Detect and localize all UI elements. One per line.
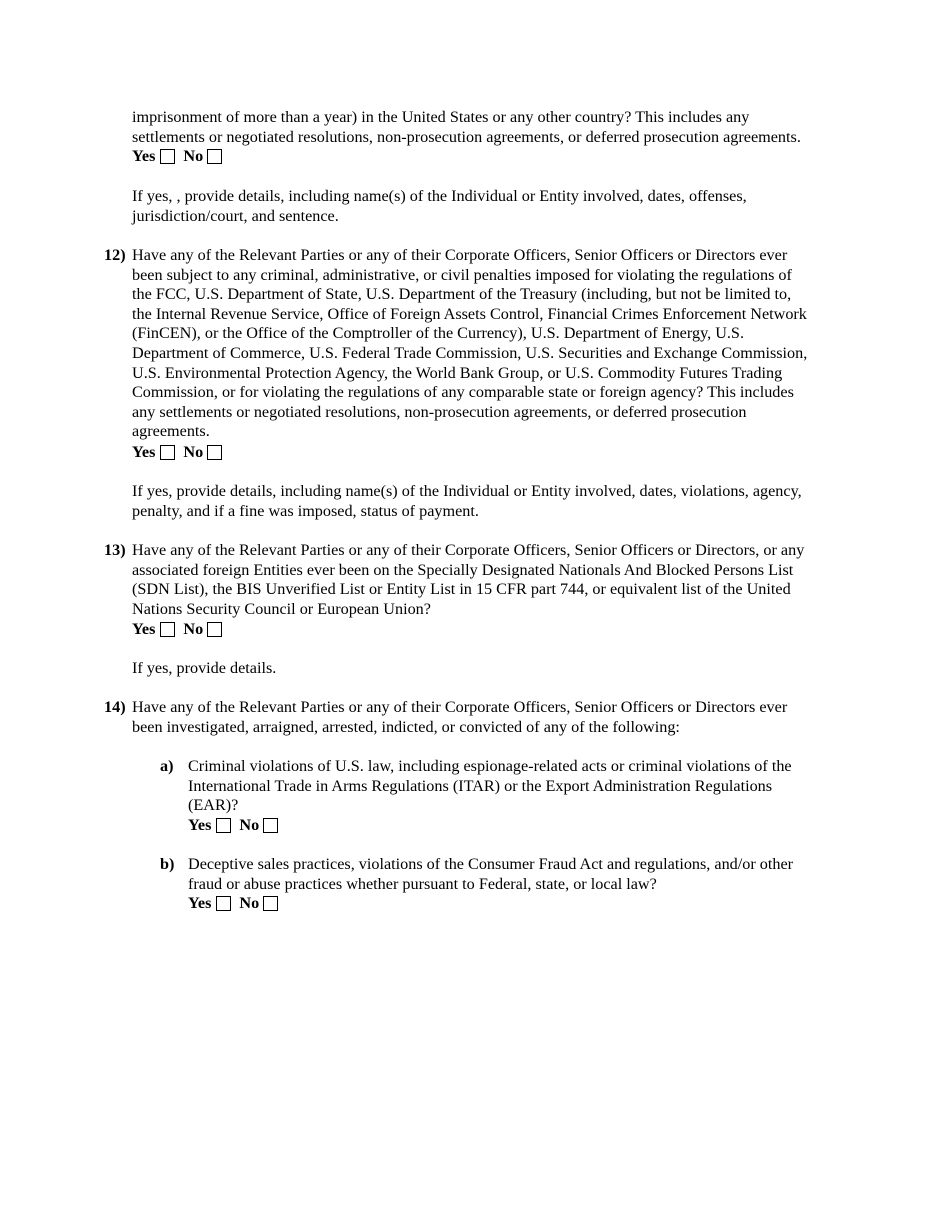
text-line: U.S. Environmental Protection Agency, the World Bank Group, or U.S. Commodity Futures Trading	[132, 363, 783, 382]
text-line: settlements or negotiated resolutions, non-prosecution agreements, or deferred prosecution agreements.	[132, 127, 801, 146]
text-line: Have any of the Relevant Parties or any of their Corporate Officers, Senior Officers or Directors ever	[132, 698, 788, 716]
intro-followup-text	[132, 187, 747, 226]
q12-no-checkbox[interactable]	[207, 445, 222, 460]
no-label: No	[239, 816, 260, 834]
question-12-text	[132, 246, 807, 442]
text-line: fraud or abuse practices whether pursuant to Federal, state, or local law?	[188, 874, 657, 893]
text-line: Deceptive sales practices, violations of the Consumer Fraud Act and regulations, and/or other	[188, 855, 794, 873]
yes-label: Yes	[132, 147, 156, 165]
intro-question-text	[132, 108, 801, 147]
q14a-no-checkbox[interactable]	[263, 818, 278, 833]
text-line: (SDN List), the BIS Unverified List or Entity List in 15 CFR part 744, or equivalent list of the United	[132, 580, 791, 599]
text-line: any settlements or negotiated resolutions, non-prosecution agreements, or deferred prosecution	[132, 402, 747, 421]
yes-label: Yes	[132, 620, 156, 638]
subquestion-b-yes-no	[188, 894, 278, 914]
question-14-text	[132, 698, 787, 737]
text-line: Department of Commerce, U.S. Federal Trade Commission, U.S. Securities and Exchange Commission,	[132, 343, 808, 362]
question-number-12: 12)	[104, 246, 126, 264]
text-line: associated foreign Entities ever been on the Specially Designated Nationals And Blocked Persons List	[132, 560, 794, 579]
q14b-no-checkbox[interactable]	[263, 896, 278, 911]
text-line: Have any of the Relevant Parties or any of their Corporate Officers, Senior Officers or Directors, or any	[132, 541, 805, 559]
text-line: imprisonment of more than a year) in the United States or any other country? This includes any	[132, 108, 750, 126]
question-13-followup	[132, 659, 276, 679]
subquestion-letter-b: b)	[160, 855, 175, 873]
text-line: Have any of the Relevant Parties or any of their Corporate Officers, Senior Officers or Directors ever	[132, 246, 788, 264]
question-12-yes-no	[132, 443, 222, 463]
subquestion-a-text	[188, 757, 792, 816]
no-label: No	[183, 147, 204, 165]
q13-no-checkbox[interactable]	[207, 622, 222, 637]
text-line: (FinCEN), or the Office of the Comptroller of the Currency), U.S. Department of Energy, U.S.	[132, 324, 744, 343]
no-label: No	[183, 443, 204, 461]
text-line: If yes, , provide details, including name(s) of the Individual or Entity involved, dates, offenses,	[132, 187, 747, 205]
text-line: been investigated, arraigned, arrested, indicted, or convicted of any of the following:	[132, 717, 680, 736]
question-13-text	[132, 541, 804, 619]
text-line: (EAR)?	[188, 796, 239, 815]
text-line: If yes, provide details.	[132, 659, 277, 677]
no-label: No	[183, 620, 204, 638]
text-line: Criminal violations of U.S. law, including espionage-related acts or criminal violations of the	[188, 757, 792, 775]
text-line: agreements.	[132, 422, 210, 441]
text-line: Nations Security Council or European Union?	[132, 599, 431, 618]
text-line: International Trade in Arms Regulations (ITAR) or the Export Administration Regulations	[188, 776, 773, 795]
q14b-yes-checkbox[interactable]	[216, 896, 231, 911]
question-12-followup	[132, 482, 802, 521]
text-line: the FCC, U.S. Department of State, U.S. Department of the Treasury (including, but not be limited to,	[132, 285, 792, 304]
no-label: No	[239, 894, 260, 912]
text-line: the Internal Revenue Service, Office of Foreign Assets Control, Financial Crimes Enforcement Network	[132, 304, 807, 323]
text-line: jurisdiction/court, and sentence.	[132, 206, 339, 225]
q12-yes-checkbox[interactable]	[160, 445, 175, 460]
q14a-yes-checkbox[interactable]	[216, 818, 231, 833]
question-number-14: 14)	[104, 698, 126, 716]
yes-label: Yes	[132, 443, 156, 461]
question-13-yes-no	[132, 620, 222, 640]
question-number-13: 13)	[104, 541, 126, 559]
subquestion-letter-a: a)	[160, 757, 174, 775]
text-line: If yes, provide details, including name(s) of the Individual or Entity involved, dates, violations, agency,	[132, 482, 802, 500]
intro-yes-checkbox[interactable]	[160, 149, 175, 164]
intro-yes-no	[132, 147, 222, 167]
text-line: penalty, and if a fine was imposed, status of payment.	[132, 501, 479, 520]
text-line: been subject to any criminal, administrative, or civil penalties imposed for violating the regulations of	[132, 265, 792, 284]
text-line: Commission, or for violating the regulations of any comparable state or foreign agency? This includes	[132, 383, 794, 402]
yes-label: Yes	[188, 816, 212, 834]
yes-label: Yes	[188, 894, 212, 912]
subquestion-b-text	[188, 855, 793, 894]
subquestion-a-yes-no	[188, 816, 278, 836]
intro-no-checkbox[interactable]	[207, 149, 222, 164]
q13-yes-checkbox[interactable]	[160, 622, 175, 637]
